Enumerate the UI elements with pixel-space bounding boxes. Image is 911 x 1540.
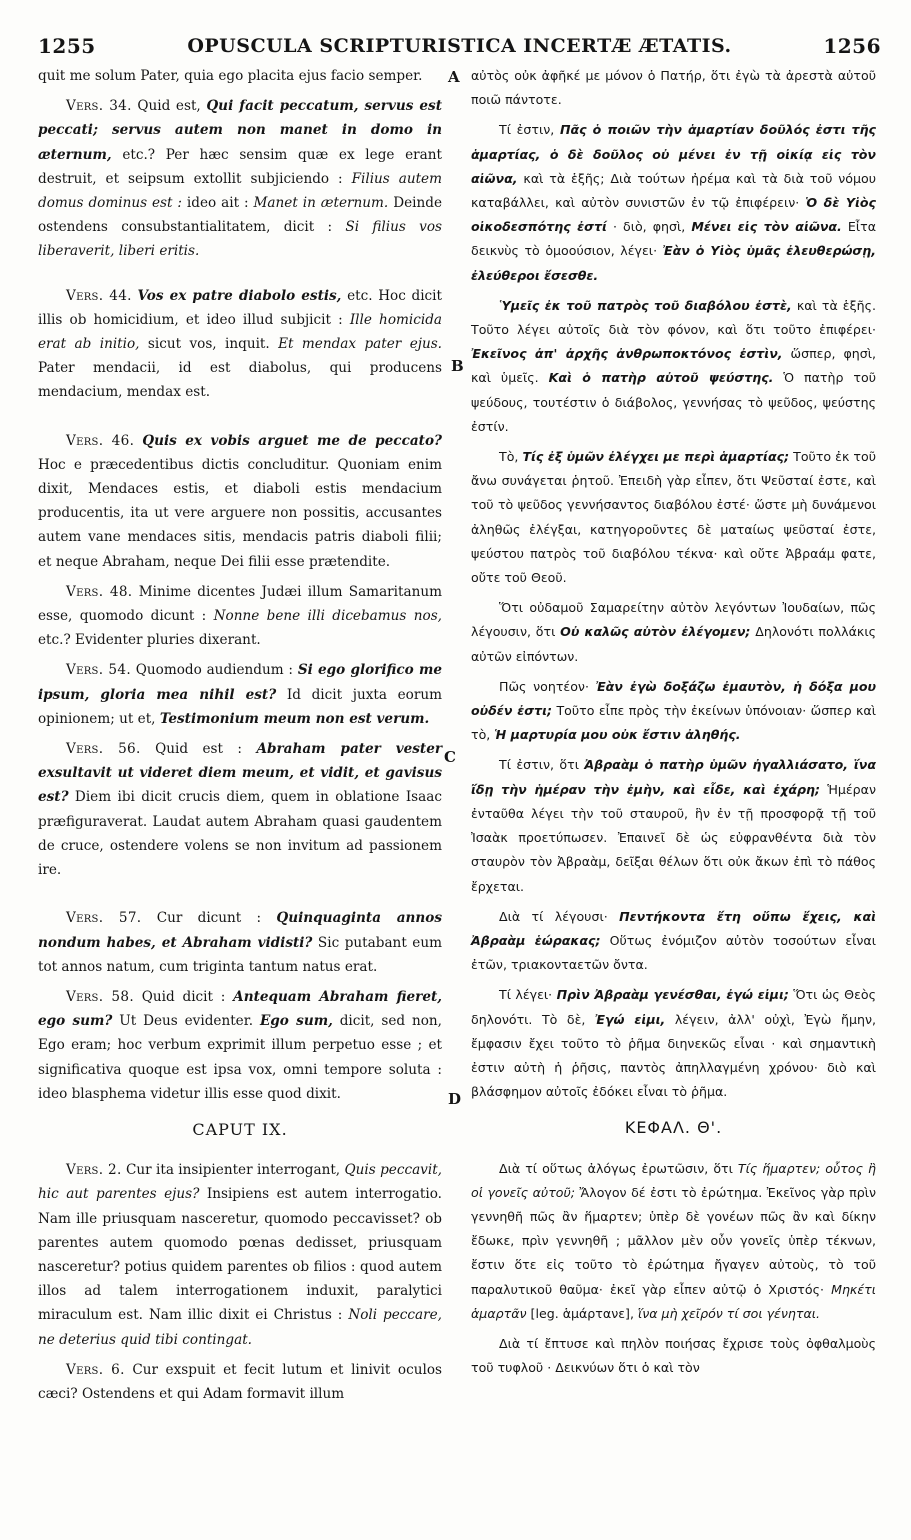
scripture-quote: Πᾶς ὁ ποιῶν τὴν ἁμαρτίαν δοῦλός ἐστι τῆς ἁμαρτίας, ὁ δὲ δοῦλος οὐ μένει ἐν τῇ οἰκίᾳ εἰς τὸν αἰῶνα,: [471, 122, 876, 186]
verse-number: Vers. 6.: [66, 1361, 125, 1378]
scripture-quote: Οὐ καλῶς αὐτὸν ἐλέγομεν;: [560, 624, 751, 640]
scripture-quote: Ἀβραὰμ ὁ πατὴρ ὑμῶν ἠγαλλιάσατο, ἵνα ἴδῃ τὴν ἡμέραν τὴν ἐμὴν, καὶ εἶδε, καὶ ἐχάρη;: [471, 757, 876, 797]
scripture-quote: Si ego glorifico me ipsum, gloria mea nihil est?: [38, 662, 442, 703]
greek-paragraph: Ὅτι οὐδαμοῦ Σαμαρείτην αὐτὸν λεγόντων Ἰουδαίων, πῶς λέγουσιν, ὅτι Οὐ καλῶς αὐτὸν ἐλέγομεν; Δηλονότι πολλάκις αὐτῶν εἰπόντων.: [471, 600, 876, 664]
margin-marker-b: B: [451, 357, 464, 375]
running-title: OPUSCULA SCRIPTURISTICA INCERTÆ ÆTATIS.: [187, 35, 732, 57]
scripture-quote: Πεντήκοντα ἔτη οὔπω ἔχεις, καὶ Ἀβραὰμ ἑώρακας;: [471, 908, 877, 948]
margin-marker-a: A: [448, 68, 460, 86]
scripture-quote: Si filius vos liberaverit, liberi eritis.: [38, 219, 443, 260]
scripture-quote: Ὁ δὲ Υἱὸς οἰκοδεσπότης ἐστί: [471, 195, 877, 235]
verse-number: Vers. 46.: [66, 432, 135, 449]
right-page-number: 1256: [823, 34, 881, 58]
greek-paragraph: Τί λέγει· Πρὶν Ἀβραὰμ γενέσθαι, ἐγώ εἰμι; Ὅτι ὡς Θεὸς δηλονότι. Τὸ δὲ, Ἐγώ εἰμι, λέγειν, ἀλλ' οὐχὶ, Ἐγὼ ἤμην, ἔμφασιν ἔχει τοῦτο τὸ ῥῆμα διηνεκῶς εἶναι · καὶ σημαντικὴ ἐστιν αὐτὴ ἡ ῥῆσις, παντὸς ἀπηλλαγμένη χρόνου· διὸ καὶ βλάσφημον αὐτοῖς ἐδόκει εἶναι τὸ ῥῆμα.: [471, 987, 876, 1100]
margin-marker-c: C: [444, 748, 456, 766]
margin-marker-d: D: [448, 1090, 462, 1108]
scripture-quote: Ἐκεῖνος ἀπ' ἀρχῆς ἀνθρωποκτόνος ἐστὶν,: [471, 346, 783, 362]
verse-number: Vers. 56.: [66, 741, 141, 758]
verse-number: Vers. 2.: [66, 1162, 122, 1179]
scripture-quote: Μένει εἰς τὸν αἰῶνα.: [691, 219, 842, 235]
scripture-quote: Τίς ἐξ ὑμῶν ἐλέγχει με περὶ ἁμαρτίας;: [522, 449, 790, 465]
greek-paragraph: Τί ἐστιν, ὅτι Ἀβραὰμ ὁ πατὴρ ὑμῶν ἠγαλλιάσατο, ἵνα ἴδῃ τὴν ἡμέραν τὴν ἐμὴν, καὶ εἶδε, καὶ ἐχάρη; Ἡμέραν ἐνταῦθα λέγει τὴν τοῦ σταυροῦ, ἣν ἐν τῇ προσφορᾷ τῇ τοῦ Ἰσαὰκ προετύπωσεν. Ἐπαινεῖ δὲ ὡς εὐφρανθέντα διὰ τὸν σταυρὸν τὸν Ἀβραὰμ, δεῖξαι θέλων ὅτι οὐκ ἄκων ἐπὶ τὸ πάθος ἔρχεται.: [471, 757, 876, 894]
greek-paragraph: Ὑμεῖς ἐκ τοῦ πατρὸς τοῦ διαβόλου ἐστὲ, καὶ τὰ ἑξῆς. Τοῦτο λέγει αὐτοῖς διὰ τὸν φόνον, καὶ ὅτι τοῦτο ἐπιφέρει· Ἐκεῖνος ἀπ' ἀρχῆς ἀνθρωποκτόνος ἐστὶν, ὥσπερ, φησὶ, καὶ ὑμεῖς. Καὶ ὁ πατὴρ αὐτοῦ ψεύστης. Ὁ πατὴρ τοῦ ψεύδους, τουτέστιν ὁ διάβολος, γεννήσας τὸ ψεῦδος, ψεύστης ἐστίν.: [471, 297, 877, 434]
verse-number: Vers. 58.: [66, 988, 134, 1005]
page-header: [38, 34, 881, 66]
scripture-quote: Quinquaginta annos nondum habes, et Abraham vidisti?: [38, 910, 442, 951]
scripture-quote: Ille homicida erat ab initio,: [38, 311, 443, 353]
scripture-quote: Quis peccavit, hic aut parentes ejus?: [38, 1162, 442, 1203]
latin-paragraph: Vers. 58. Quid dicit : Antequam Abraham fieret, ego sum? Ut Deus evidenter. Ego sum, dicit, sed non, Ego eram; hoc verbum exprimit illum perpetuo esse ; et significativa quoque est ipsa vox, omni tempore soluta : ideo blasphema videtur illis esse quod dixit.: [38, 988, 443, 1102]
scripture-quote: Filius autem domus dominus est :: [38, 170, 442, 212]
greek-paragraph: Διὰ τί λέγουσι· Πεντήκοντα ἔτη οὔπω ἔχεις, καὶ Ἀβραὰμ ἑώρακας; Οὕτως ἐνόμιζον αὐτὸν τοσούτων εἶναι ἐτῶν, τριακονταετῶν ὄντα.: [471, 908, 877, 973]
scripture-quote: Et mendax pater ejus.: [278, 336, 443, 353]
latin-paragraph: Vers. 2. Cur ita insipienter interrogant, Quis peccavit, hic aut parentes ejus? Insipiens est autem interrogatio. Nam ille priusquam nasceretur, quomodo peccavisset? ob parentes autem quomodo pœnas dedisset, priusquam nasceretur? potius quidem parentes ob filios : quod autem illos ad talem interrogationem induxit, paralytici miraculum est. Nam illic dixit ei Christus : Noli peccare, ne deterius quid tibi contingat.: [38, 1162, 442, 1348]
greek-column: [471, 64, 876, 1386]
latin-paragraph: Vers. 57. Cur dicunt : Quinquaginta annos nondum habes, et Abraham vidisti? Sic putabant eum tot annos natum, cum triginta tantum natus erat.: [38, 910, 442, 975]
scripture-quote: Noli peccare, ne deterius quid tibi contingat.: [38, 1307, 442, 1348]
chapter-heading-latin: CAPUT IX.: [192, 1119, 288, 1139]
latin-paragraph: Vers. 48. Minime dicentes Judæi illum Samaritanum esse, quomodo dicunt : Nonne bene illi dicebamus nos, etc.? Evidenter pluries dixerant.: [38, 583, 442, 649]
scripture-quote: Nonne bene illi dicebamus nos,: [213, 608, 442, 625]
verse-number: Vers. 34.: [66, 98, 132, 115]
scripture-quote: Ἐὰν ἐγὼ δοξάζω ἐμαυτὸν, ἡ δόξα μου οὐδέν ἐστι;: [471, 678, 876, 719]
scripture-quote: Ὑμεῖς ἐκ τοῦ πατρὸς τοῦ διαβόλου ἐστὲ,: [499, 297, 792, 313]
latin-paragraph: Vers. 46. Quis ex vobis arguet me de peccato? Hoc e præcedentibus dictis concluditur. Quoniam enim dixit, Mendaces estis, et diaboli estis mendacium producentis, ita ut vere arguere non possitis, accusantes autem vane mendaces sitis, mendacis patris diaboli filii; et neque Abraham, neque Dei filii esse prætendite.: [38, 432, 442, 570]
verse-number: Vers. 54.: [66, 662, 131, 679]
verse-number: Vers. 48.: [66, 583, 133, 600]
latin-paragraph: Vers. 56. Quid est : Abraham pater vester exsultavit ut videret diem meum, et vidit, et gavisus est? Diem ibi dicit crucis diem, quem in oblatione Isaac præfiguraverat. Laudat autem Abraham quasi gaudentem de cruce, ostendere volens se non invitum ad passionem ire.: [38, 741, 443, 879]
scripture-quote: Abraham pater vester exsultavit ut videret diem meum, et vidit, et gavisus est?: [38, 741, 443, 806]
scripture-quote: Antequam Abraham fieret, ego sum?: [38, 988, 442, 1030]
latin-paragraph: Vers. 34. Quid est, Qui facit peccatum, servus est peccati; servus autem non manet in domo in æternum, etc.? Per hæc sensim quæ ex lege erant destruit, et seipsum extollit subjiciendo : Filius autem domus dominus est : ideo ait : Manet in æternum. Deinde ostendens consubstantialitatem, dicit : Si filius vos liberaverit, liberi eritis.: [38, 98, 443, 260]
latin-column: [38, 64, 442, 1412]
scripture-quote: Quis ex vobis arguet me de peccato?: [142, 432, 442, 449]
latin-paragraph: Vers. 6. Cur exspuit et fecit lutum et linivit oculos cæci? Ostendens et qui Adam formavit illum: [38, 1361, 442, 1402]
greek-paragraph: αὐτὸς οὐκ ἀφῆκέ με μόνον ὁ Πατήρ, ὅτι ἐγὼ τὰ ἀρεστὰ αὐτοῦ ποιῶ πάντοτε.: [471, 68, 876, 108]
greek-paragraph: Τί ἐστιν, Πᾶς ὁ ποιῶν τὴν ἁμαρτίαν δοῦλός ἐστι τῆς ἁμαρτίας, ὁ δὲ δοῦλος οὐ μένει ἐν τῇ οἰκίᾳ εἰς τὸν αἰῶνα, καὶ τὰ ἑξῆς; Διὰ τούτων ἠρέμα καὶ τὰ διὰ τοῦ νόμου καταβάλλει, καὶ αὐτὸν συνιστῶν ἐν τῷ ἐπιφέρειν· Ὁ δὲ Υἱὸς οἰκοδεσπότης ἐστί · διὸ, φησὶ, Μένει εἰς τὸν αἰῶνα. Εἶτα δεικνὺς τὸ ὁμοούσιον, λέγει· Ἐὰν ὁ Υἱὸς ὑμᾶς ἐλευθερώσῃ, ἐλεύθεροι ἔσεσθε.: [471, 122, 877, 283]
scripture-quote: Testimonium meum non est verum.: [159, 710, 430, 727]
greek-paragraph: Διὰ τί οὕτως ἀλόγως ἐρωτῶσιν, ὅτι Τίς ἥμαρτεν; οὗτος ἢ οἱ γονεῖς αὐτοῦ; Ἄλογον δέ ἐστι τὸ ἐρώτημα. Ἐκεῖνος γὰρ πρὶν γεννηθῆ πῶς ἂν ἥμαρτεν; ὑπὲρ δὲ γονέων πῶς ἂν καὶ δίκην ἔδωκε, πρὶν γεννηθῆ ; μᾶλλον μὲν οὖν γονεῖς ὑπὲρ τέκνων, ἔστιν ὅτε εἰς τοῦτο τὸ ἐρώτημα ἤγαγεν αὐτοὺς, τὸ τοῦ παραλυτικοῦ θαῦμα· ἐκεῖ γὰρ εἶπεν αὐτῷ ὁ Χριστός· Μηκέτι ἁμαρτᾶν [leg. ἁμάρτανε], ἵνα μὴ χεῖρόν τί σοι γένηται.: [471, 1160, 876, 1321]
scripture-quote: Vos ex patre diabolo estis,: [137, 287, 342, 304]
scripture-quote: ἵνα μὴ χεῖρόν τί σοι γένηται.: [637, 1305, 821, 1321]
scripture-quote: Ἐγώ εἰμι,: [594, 1011, 666, 1027]
scripture-quote: Ego sum,: [259, 1013, 333, 1030]
chapter-heading-greek: ΚΕΦΑΛ. Θ'.: [624, 1118, 723, 1138]
greek-paragraph: Τὸ, Τίς ἐξ ὑμῶν ἐλέγχει με περὶ ἁμαρτίας; Τοῦτο ἐκ τοῦ ἄνω συνάγεται ῥητοῦ. Ἐπειδὴ γὰρ εἶπεν, ὅτι Ψεῦσταί ἐστε, καὶ τοῦ τὸ ψεῦδος γεννήσαντος διαβόλου ἐστέ· ὥστε μὴ δυνάμενοι ἀληθῶς ἐλέγξαι, κατηγοροῦντες δὲ ματαίως ψεῦσταί ἐστε, ψεύστου πατρὸς τοῦ διαβόλου τέκνα· καὶ οὔτε Ἀβραάμ φατε, οὔτε τοῦ Θεοῦ.: [471, 449, 876, 586]
verse-number: Vers. 57.: [66, 910, 142, 927]
greek-paragraph: Πῶς νοητέον· Ἐὰν ἐγὼ δοξάζω ἐμαυτὸν, ἡ δόξα μου οὐδέν ἐστι; Τοῦτο εἶπε πρὸς τὴν ἐκείνων ὑπόνοιαν· ὥσπερ καὶ τὸ, Ἡ μαρτυρία μου οὐκ ἔστιν ἀληθής.: [471, 678, 876, 743]
left-page-number: 1255: [38, 34, 96, 58]
scripture-quote: Μηκέτι ἁμαρτᾶν: [471, 1281, 876, 1321]
greek-paragraph: Διὰ τί ἔπτυσε καὶ πηλὸν ποιήσας ἔχρισε τοὺς ὀφθαλμοὺς τοῦ τυφλοῦ · Δεικνύων ὅτι ὁ καὶ τὸν: [471, 1335, 876, 1376]
scripture-quote: Ἡ μαρτυρία μου οὐκ ἔστιν ἀληθής.: [494, 727, 741, 743]
scripture-quote: Πρὶν Ἀβραὰμ γενέσθαι, ἐγώ εἰμι;: [556, 987, 789, 1003]
verse-number: Vers. 44.: [66, 287, 132, 304]
latin-paragraph: quit me solum Pater, quia ego placita ejus facio semper.: [38, 68, 423, 84]
scripture-quote: Καὶ ὁ πατὴρ αὐτοῦ ψεύστης.: [548, 370, 774, 386]
scripture-quote: Ἐὰν ὁ Υἱὸς ὑμᾶς ἐλευθερώσῃ, ἐλεύθεροι ἔσεσθε.: [471, 243, 876, 283]
latin-paragraph: Vers. 54. Quomodo audiendum : Si ego glorifico me ipsum, gloria mea nihil est? Id dicit juxta eorum opinionem; ut et, Testimonium meum non est verum.: [38, 662, 442, 727]
scripture-quote: Τίς ἥμαρτεν; οὗτος ἢ οἱ γονεῖς αὐτοῦ;: [471, 1160, 876, 1200]
latin-paragraph: Vers. 44. Vos ex patre diabolo estis, etc. Hoc dicit illis ob homicidium, et ideo illud subjicit : Ille homicida erat ab initio, sicut vos, inquit. Et mendax pater ejus. Pater mendacii, id est diabolus, qui producens mendacium, mendax est.: [38, 287, 443, 401]
scripture-quote: Manet in æternum.: [253, 195, 389, 212]
scripture-quote: Qui facit peccatum, servus est peccati; servus autem non manet in domo in æternum,: [38, 98, 442, 163]
